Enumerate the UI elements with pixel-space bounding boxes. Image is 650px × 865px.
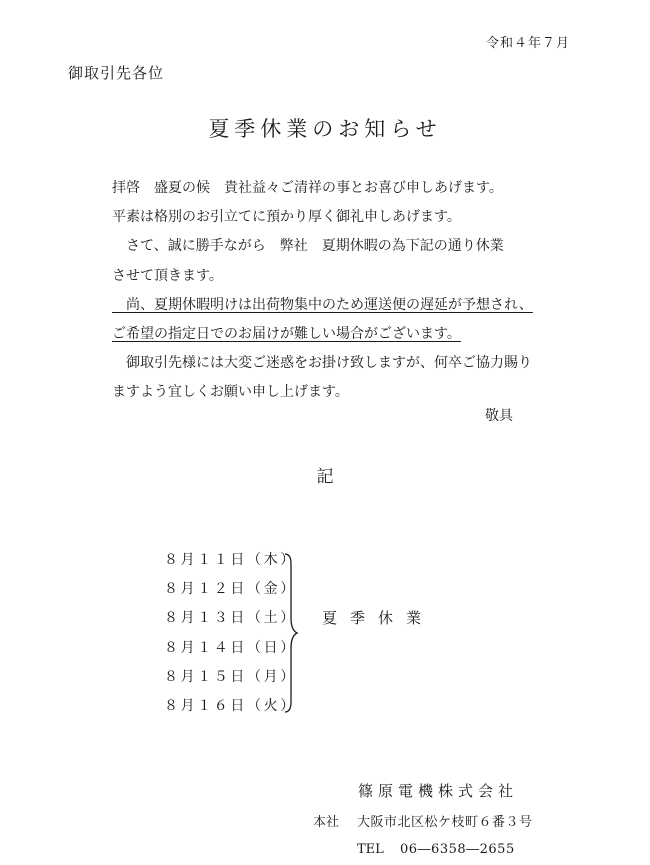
document-title: 夏季休業のお知らせ — [208, 117, 442, 141]
holiday-date: ８月１２日（金） — [164, 581, 297, 598]
ki-heading: 記 — [316, 467, 334, 487]
holiday-label: 夏季休業 — [322, 609, 435, 627]
body-line: 御取引先様には大変ご迷惑をお掛け致しますが、何卒ご協力賜り — [112, 355, 532, 372]
body-line-underlined — [112, 320, 592, 349]
document-date: 令和４年７月 — [485, 36, 570, 51]
holiday-date: ８月１４日（日） — [164, 639, 297, 656]
addressee: 御取引先各位 — [68, 64, 165, 82]
holiday-date: ８月１６日（火） — [164, 697, 297, 714]
holiday-dates-list — [164, 546, 297, 721]
holiday-date: ８月１５日（月） — [164, 668, 297, 685]
address-label: 本社 — [313, 815, 340, 830]
company-name: 篠原電機株式会社 — [358, 782, 519, 800]
tel-number: 06―6358―2655 — [400, 842, 515, 857]
holiday-date: ８月１１日（木） — [164, 552, 297, 568]
closing-keigu: 敬具 — [485, 408, 513, 424]
body-line-underlined — [112, 291, 592, 320]
body-line: 平素は格別のお引立てに預かり厚く御礼申しあげます。 — [112, 209, 461, 226]
body-line: 拝啓 盛夏の候 貴社益々ご清祥の事とお喜び申しあげます。 — [112, 180, 503, 196]
tel-label: TEL — [357, 842, 384, 857]
holiday-date: ８月１３日（土） — [164, 610, 297, 627]
body-line: さて、誠に勝手ながら 弊社 夏期休暇の為下記の通り休業 — [112, 238, 504, 255]
body-line: させて頂きます。 — [112, 267, 223, 284]
body-line: ますよう宜しくお願い申し上げます。 — [112, 384, 349, 401]
body-text — [112, 174, 592, 408]
underlined-notice: 尚、夏期休暇明けは出荷物集中のため運送便の遅延が予想され、 — [112, 296, 533, 313]
underlined-notice: ご希望の指定日でのお届けが難しい場合がございます。 — [112, 325, 461, 342]
company-address: 大阪市北区松ケ枝町６番３号 — [357, 815, 533, 830]
right-brace — [283, 552, 299, 714]
